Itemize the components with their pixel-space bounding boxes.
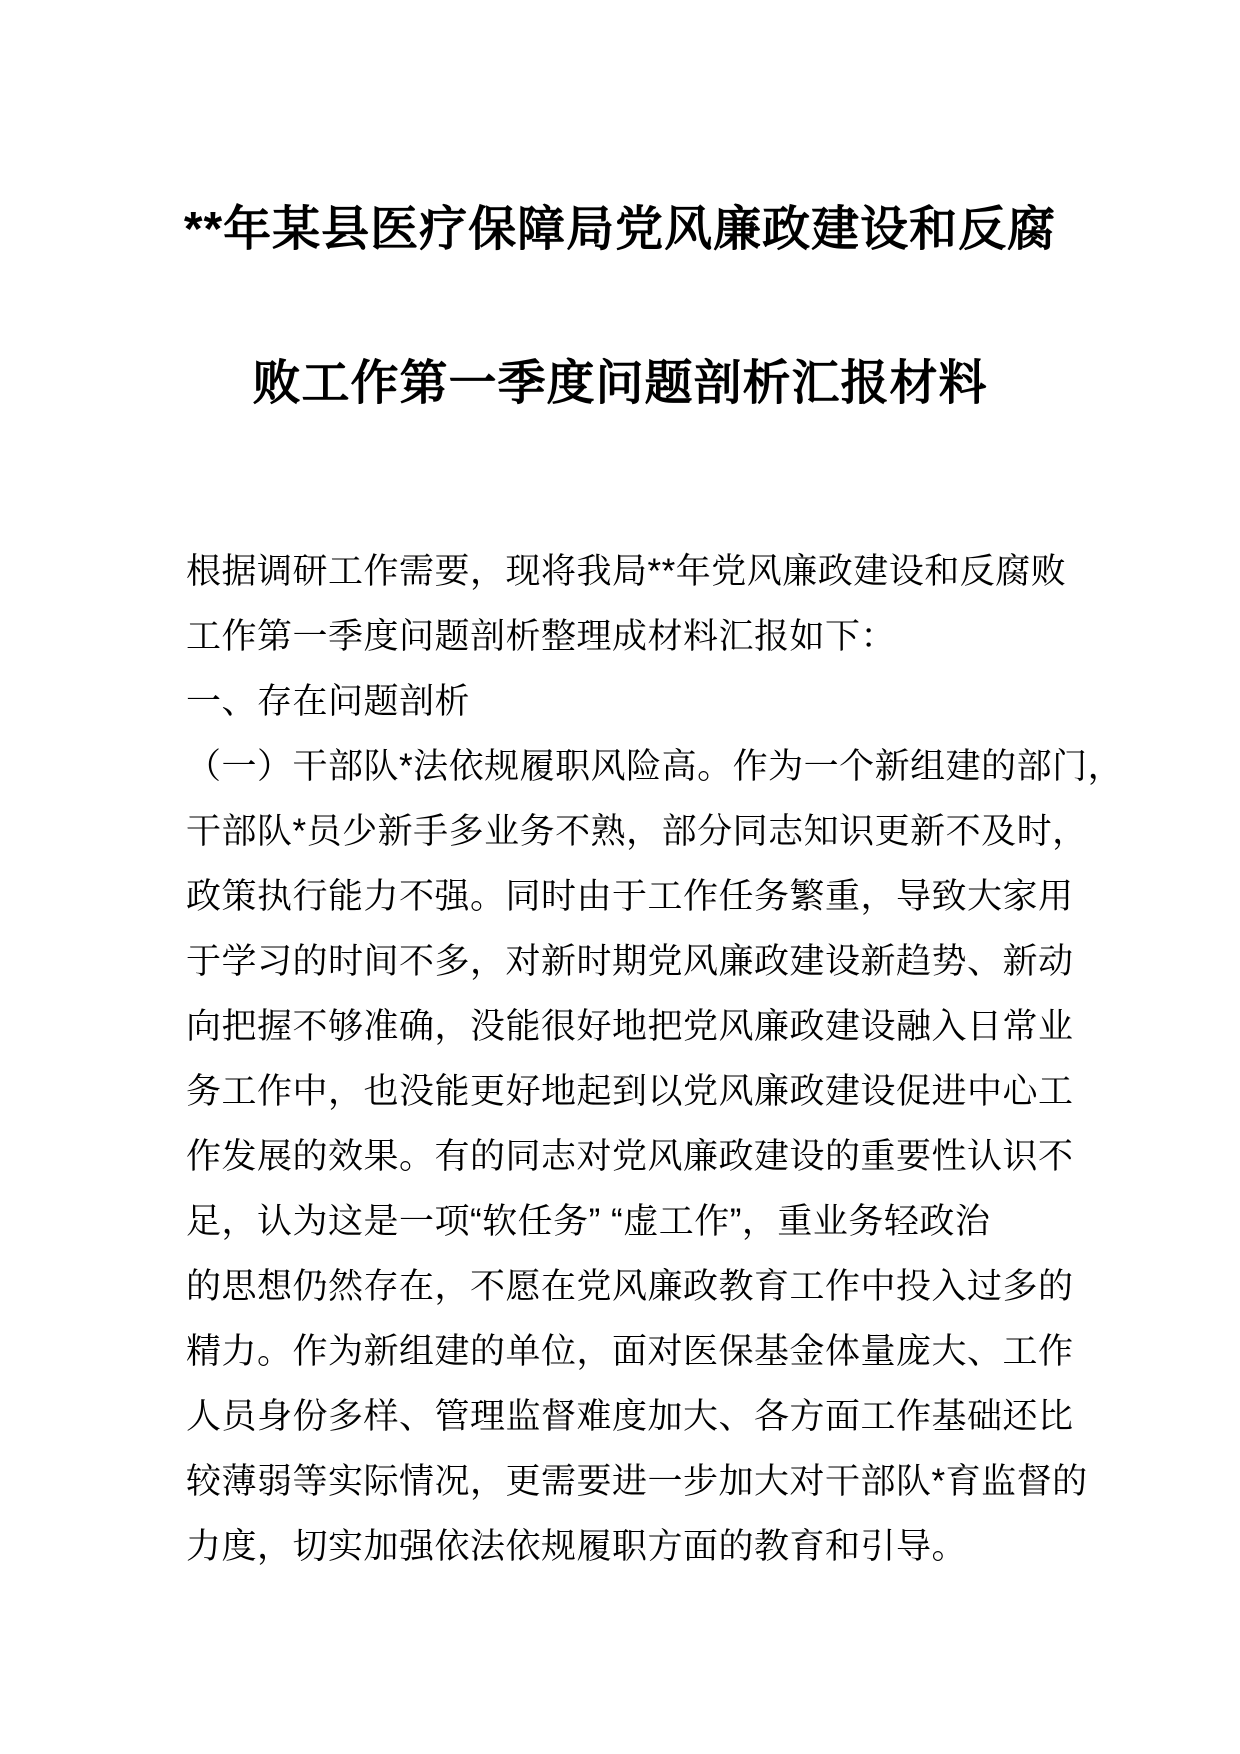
- body-text-line: 的思想仍然存在，不愿在党风廉政教育工作中投入过多的: [186, 1267, 1074, 1306]
- body-text-line: 政策执行能力不强。同时由于工作任务繁重，导致大家用: [186, 877, 1074, 916]
- body-text-line: 于学习的时间不多，对新时期党风廉政建设新趋势、新动: [186, 942, 1074, 981]
- body-text-line: 向把握不够准确，没能很好地把党风廉政建设融入日常业: [186, 1007, 1074, 1046]
- body-text-line: 工作第一季度问题剖析整理成材料汇报如下：: [186, 617, 897, 656]
- document-body: [186, 539, 1124, 1579]
- body-text-line: 力度，切实加强依法依规履职方面的教育和引导。: [186, 1527, 968, 1566]
- document-title: [0, 153, 1240, 461]
- document-title-line: **年某县医疗保障局党风廉政建设和反腐: [183, 203, 1057, 256]
- body-text-line: 较薄弱等实际情况，更需要进一步加大对干部队*育监督的: [186, 1462, 1088, 1501]
- body-text-line: 根据调研工作需要，现将我局**年党风廉政建设和反腐败: [186, 552, 1067, 591]
- body-text-line: 人员身份多样、管理监督难度加大、各方面工作基础还比: [186, 1397, 1074, 1436]
- body-text-line: 一、存在问题剖析: [186, 682, 471, 721]
- body-text-line: 务工作中，也没能更好地起到以党风廉政建设促进中心工: [186, 1072, 1074, 1111]
- body-text-line: 干部队*员少新手多业务不熟，部分同志知识更新不及时，: [186, 812, 1088, 851]
- body-text-line: 精力。作为新组建的单位，面对医保基金体量庞大、工作: [186, 1332, 1074, 1371]
- document-title-line: 败工作第一季度问题剖析汇报材料: [252, 357, 988, 410]
- body-text-line: 足，认为这是一项“软任务” “虚工作”，重业务轻政治: [186, 1202, 991, 1241]
- body-text-line: （一）干部队*法依规履职风险高。作为一个新组建的部门，: [186, 747, 1124, 786]
- body-text-line: 作发展的效果。有的同志对党风廉政建设的重要性认识不: [186, 1137, 1074, 1176]
